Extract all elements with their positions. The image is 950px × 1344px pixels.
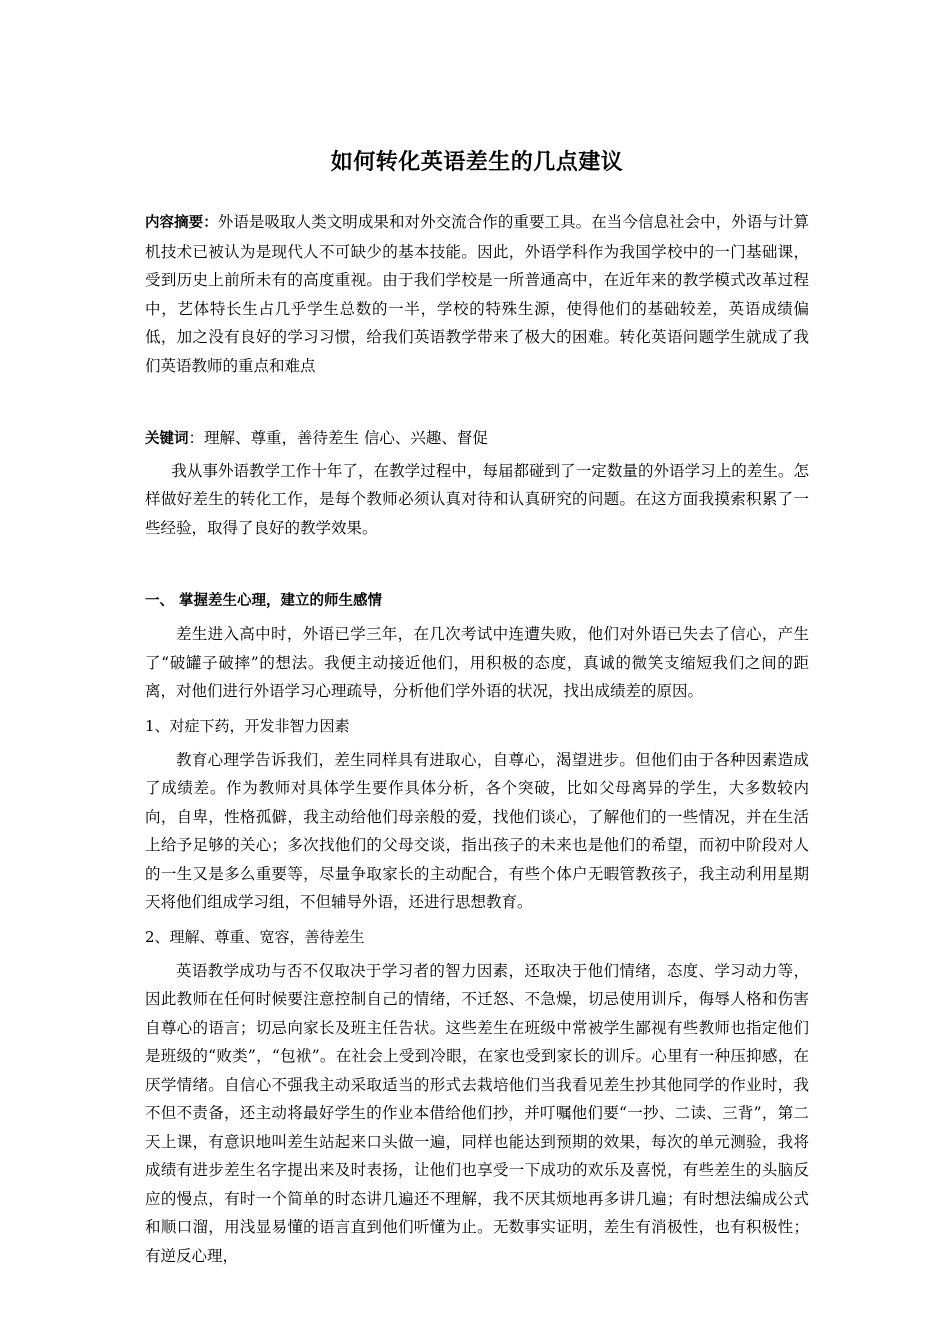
document-title: 如何转化英语差生的几点建议 <box>330 149 624 175</box>
intro-paragraph: 我从事外语教学工作十年了，在教学过程中，每届都碰到了一定数量的外语学习上的差生。怎样做好差生的转化工作，是每个教师必须认真对待和认真研究的问题。在这方面我摸索积累了一些经验，取得了良好的教学效果。 <box>145 461 809 537</box>
section-heading: 一、 掌握差生心理，建立的师生感情 <box>145 593 383 609</box>
subsection-paragraph-1: 教育心理学告诉我们，差生同样具有进取心，自尊心，渴望进步。但他们由于各种因素造成了成绩差。作为教师对具体学生要作具体分析，各个突破，比如父母离异的学生，大多数较内向，自卑，性格孤僻，我主动给他们母亲般的爱，找他们谈心，了解他们的一些情况，并在生活上给予足够的关心；多次找他们的父母交谈，指出孩子的未来也是他们的希望，而初中阶段对人的一生又是多么重要等，尽量争取家长的主动配合，有些个体户无暇管教孩子，我主动利用星期天将他们组成学习组，不但辅导外语，还进行思想教育。 <box>145 750 809 911</box>
subsection-paragraph-2: 英语教学成功与否不仅取决于学习者的智力因素，还取决于他们情绪，态度、学习动力等，因此教师在任何时候要注意控制自己的情绪，不迁怒、不急燥，切忌使用训斥，侮辱人格和伤害自尊心的语言；切忌向家长及班主任告状。这些差生在班级中常被学生鄙视有些教师也指定他们是班级的“败类”，“包袱”。在社会上受到冷眼，在家也受到家长的训斥。心里有一种压抑感，在厌学情绪。自信心不强我主动采取适当的形式去栽培他们当我看见差生抄其他同学的作业时，我不但不责备，还主动将最好学生的作业本借给他们抄，并叮嘱他们要“一抄、二读、三背”，第二天上课，有意识地叫差生站起来口头做一遍，同样也能达到预期的效果，每次的单元测验，我将成绩有进步差生名字提出来及时表扬，让他们也享受一下成功的欢乐及喜悦，有些差生的头脑反应的慢点，有时一个简单的时态讲几遍还不理解，我不厌其烦地再多讲几遍；有时想法编成公式和顺口溜，用浅显易懂的语言直到他们听懂为止。无数事实证明，差生有消极性，也有积极性；有逆反心理， <box>145 961 809 1265</box>
keywords-label: 关键词 <box>145 431 189 447</box>
keywords-paragraph <box>145 424 809 454</box>
subsection-heading-1: 1、对症下药，开发非智力因素 <box>145 716 350 735</box>
subsection-heading-2: 2、理解、尊重、宽容，善待差生 <box>145 927 365 946</box>
abstract-label: 内容摘要： <box>145 215 218 231</box>
abstract-text: 外语是吸取人类文明成果和对外交流合作的重要工具。在当今信息社会中，外语与计算机技术已被认为是现代人不可缺少的基本技能。因此，外语学科作为我国学校中的一门基础课，受到历史上前所未有的高度重视。由于我们学校是一所普通高中，在近年来的教学模式改革过程中，艺体特长生占几乎学生总数的一半，学校的特殊生源，使得他们的基础较差，英语成绩偏低，加之没有良好的学习习惯，给我们英语教学带来了极大的困难。转化英语问题学生就成了我们英语教师的重点和难点 <box>145 213 809 375</box>
document-body <box>145 142 809 1270</box>
section-paragraph: 差生进入高中时，外语已学三年，在几次考试中连遭失败，他们对外语已失去了信心，产生了“破罐子破摔”的想法。我便主动接近他们，用积极的态度，真诚的微笑支缩短我们之间的距离，对他们进行外语学习心理疏导，分析他们学外语的状况，找出成绩差的原因。 <box>145 625 809 700</box>
abstract-paragraph <box>145 208 809 380</box>
keywords-text: ：理解、尊重，善待差生 信心、兴趣、督促 <box>188 429 488 447</box>
